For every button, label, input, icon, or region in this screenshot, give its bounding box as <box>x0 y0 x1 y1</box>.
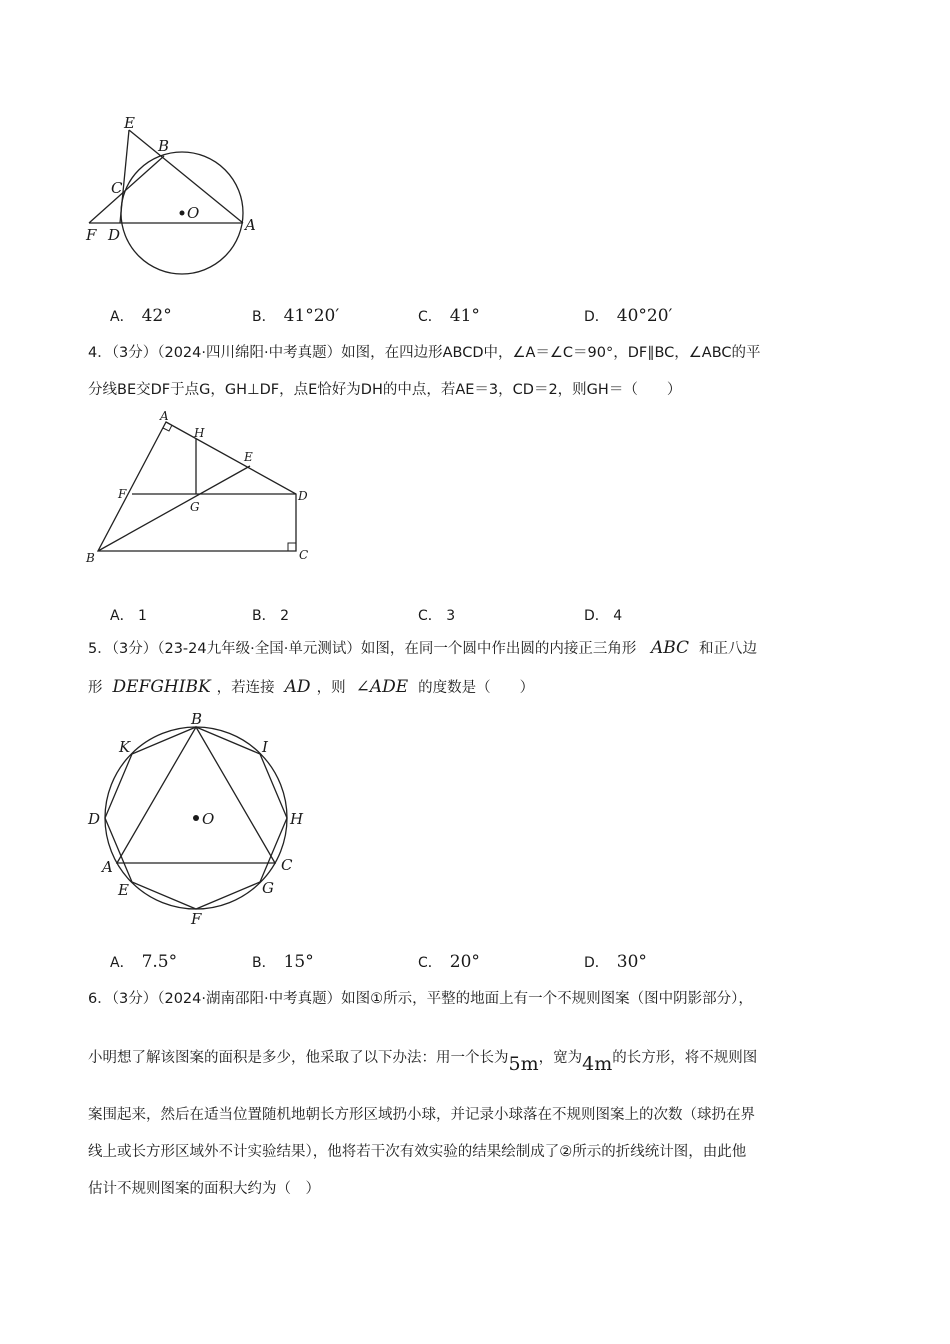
q4-figure <box>80 408 320 573</box>
q3-figure <box>80 110 270 285</box>
q6-stem-line5: 估计不规则图案的面积大约为（ ） <box>88 1181 320 1197</box>
q4-option-a[interactable]: A． 1 <box>110 608 147 624</box>
q3-label-d: D <box>108 226 121 244</box>
q5-label-d: D <box>88 810 101 828</box>
q4-label-a: A <box>160 409 169 423</box>
q4-label-h: H <box>194 426 205 440</box>
q5-stem-line2: 形 DEFGHIBK ，若连接 AD ，则 ∠ADE 的度数是（ ） <box>88 677 535 697</box>
q5-label-a: A <box>102 858 113 876</box>
q6-stem-line1: 6．（3分）（2024·湖南邵阳·中考真题）如图①所示，平整的地面上有一个不规则图案（图中阴影部分）， <box>88 991 753 1007</box>
q5-label-g: G <box>262 879 274 897</box>
q6-stem-line4: 线上或长方形区域外不计实验结果），他将若干次有效实验的结果绘制成了②所示的折线统计图，由此他 <box>88 1144 747 1160</box>
q3-option-a[interactable]: A． 42° <box>110 306 172 326</box>
q3-option-d[interactable]: D． 40°20′ <box>584 306 673 326</box>
q5-option-d[interactable]: D． 30° <box>584 952 647 972</box>
q3-label-b: B <box>158 137 170 155</box>
q4-label-g: G <box>190 500 200 514</box>
q5-option-c[interactable]: C． 20° <box>418 952 480 972</box>
q4-label-e: E <box>244 450 253 464</box>
q5-figure <box>85 706 315 931</box>
q5-triangle <box>117 727 275 863</box>
q5-label-o: O <box>202 810 215 828</box>
q4-label-c: C <box>299 548 309 562</box>
q5-label-i: I <box>262 738 268 756</box>
q5-label-h: H <box>290 810 304 828</box>
q5-label-e: E <box>118 881 129 899</box>
q3-line-ea <box>129 130 243 223</box>
q5-label-k: K <box>119 738 131 756</box>
q4-label-f: F <box>118 487 127 501</box>
q3-center-dot <box>180 211 185 216</box>
q5-option-b[interactable]: B． 15° <box>252 952 314 972</box>
q4-stem-line2: 分线BE交DF于点G，GH⊥DF，点E恰好为DH的中点，若AE＝3，CD＝2，则GH＝（ ） <box>88 382 682 398</box>
q3-label-a: A <box>245 216 256 234</box>
q4-quad-abcd <box>98 422 296 551</box>
q3-label-f: F <box>86 226 97 244</box>
q3-label-e: E <box>124 114 135 132</box>
q5-stem-line1: 5．（3分）（23-24九年级·全国·单元测试）如图，在同一个圆中作出圆的内接正三角形 ABC 和正八边 <box>88 638 758 658</box>
q3-line-ed <box>120 130 129 223</box>
q6-stem-line3: 案围起来，然后在适当位置随机地朝长方形区域扔小球，并记录小球落在不规则图案上的次数（球扔在界 <box>88 1107 755 1123</box>
q5-label-f: F <box>191 910 202 928</box>
q4-label-b: B <box>86 551 95 565</box>
q4-option-d[interactable]: D． 4 <box>584 608 623 624</box>
q3-label-o: O <box>187 204 200 222</box>
q3-option-b[interactable]: B． 41°20′ <box>252 306 340 326</box>
q3-option-c[interactable]: C． 41° <box>418 306 480 326</box>
q4-option-c[interactable]: C． 3 <box>418 608 456 624</box>
q5-center-dot <box>193 815 199 821</box>
q4-right-angle-c <box>288 543 296 551</box>
q3-line-fe <box>89 156 164 223</box>
q5-label-b: B <box>191 710 203 728</box>
q6-stem-line2: 小明想了解该图案的面积是多少，他采取了以下办法：用一个长为5m，宽为4m的长方形，将不规则图 <box>88 1050 758 1075</box>
q4-stem-line1: 4．（3分）（2024·四川绵阳·中考真题）如图，在四边形ABCD中，∠A＝∠C＝90°，DF∥BC，∠ABC的平 <box>88 345 761 361</box>
q5-label-c: C <box>281 856 293 874</box>
q3-label-c: C <box>111 179 123 197</box>
q4-option-b[interactable]: B． 2 <box>252 608 289 624</box>
q5-option-a[interactable]: A． 7.5° <box>110 952 178 972</box>
q4-label-d: D <box>298 489 308 503</box>
